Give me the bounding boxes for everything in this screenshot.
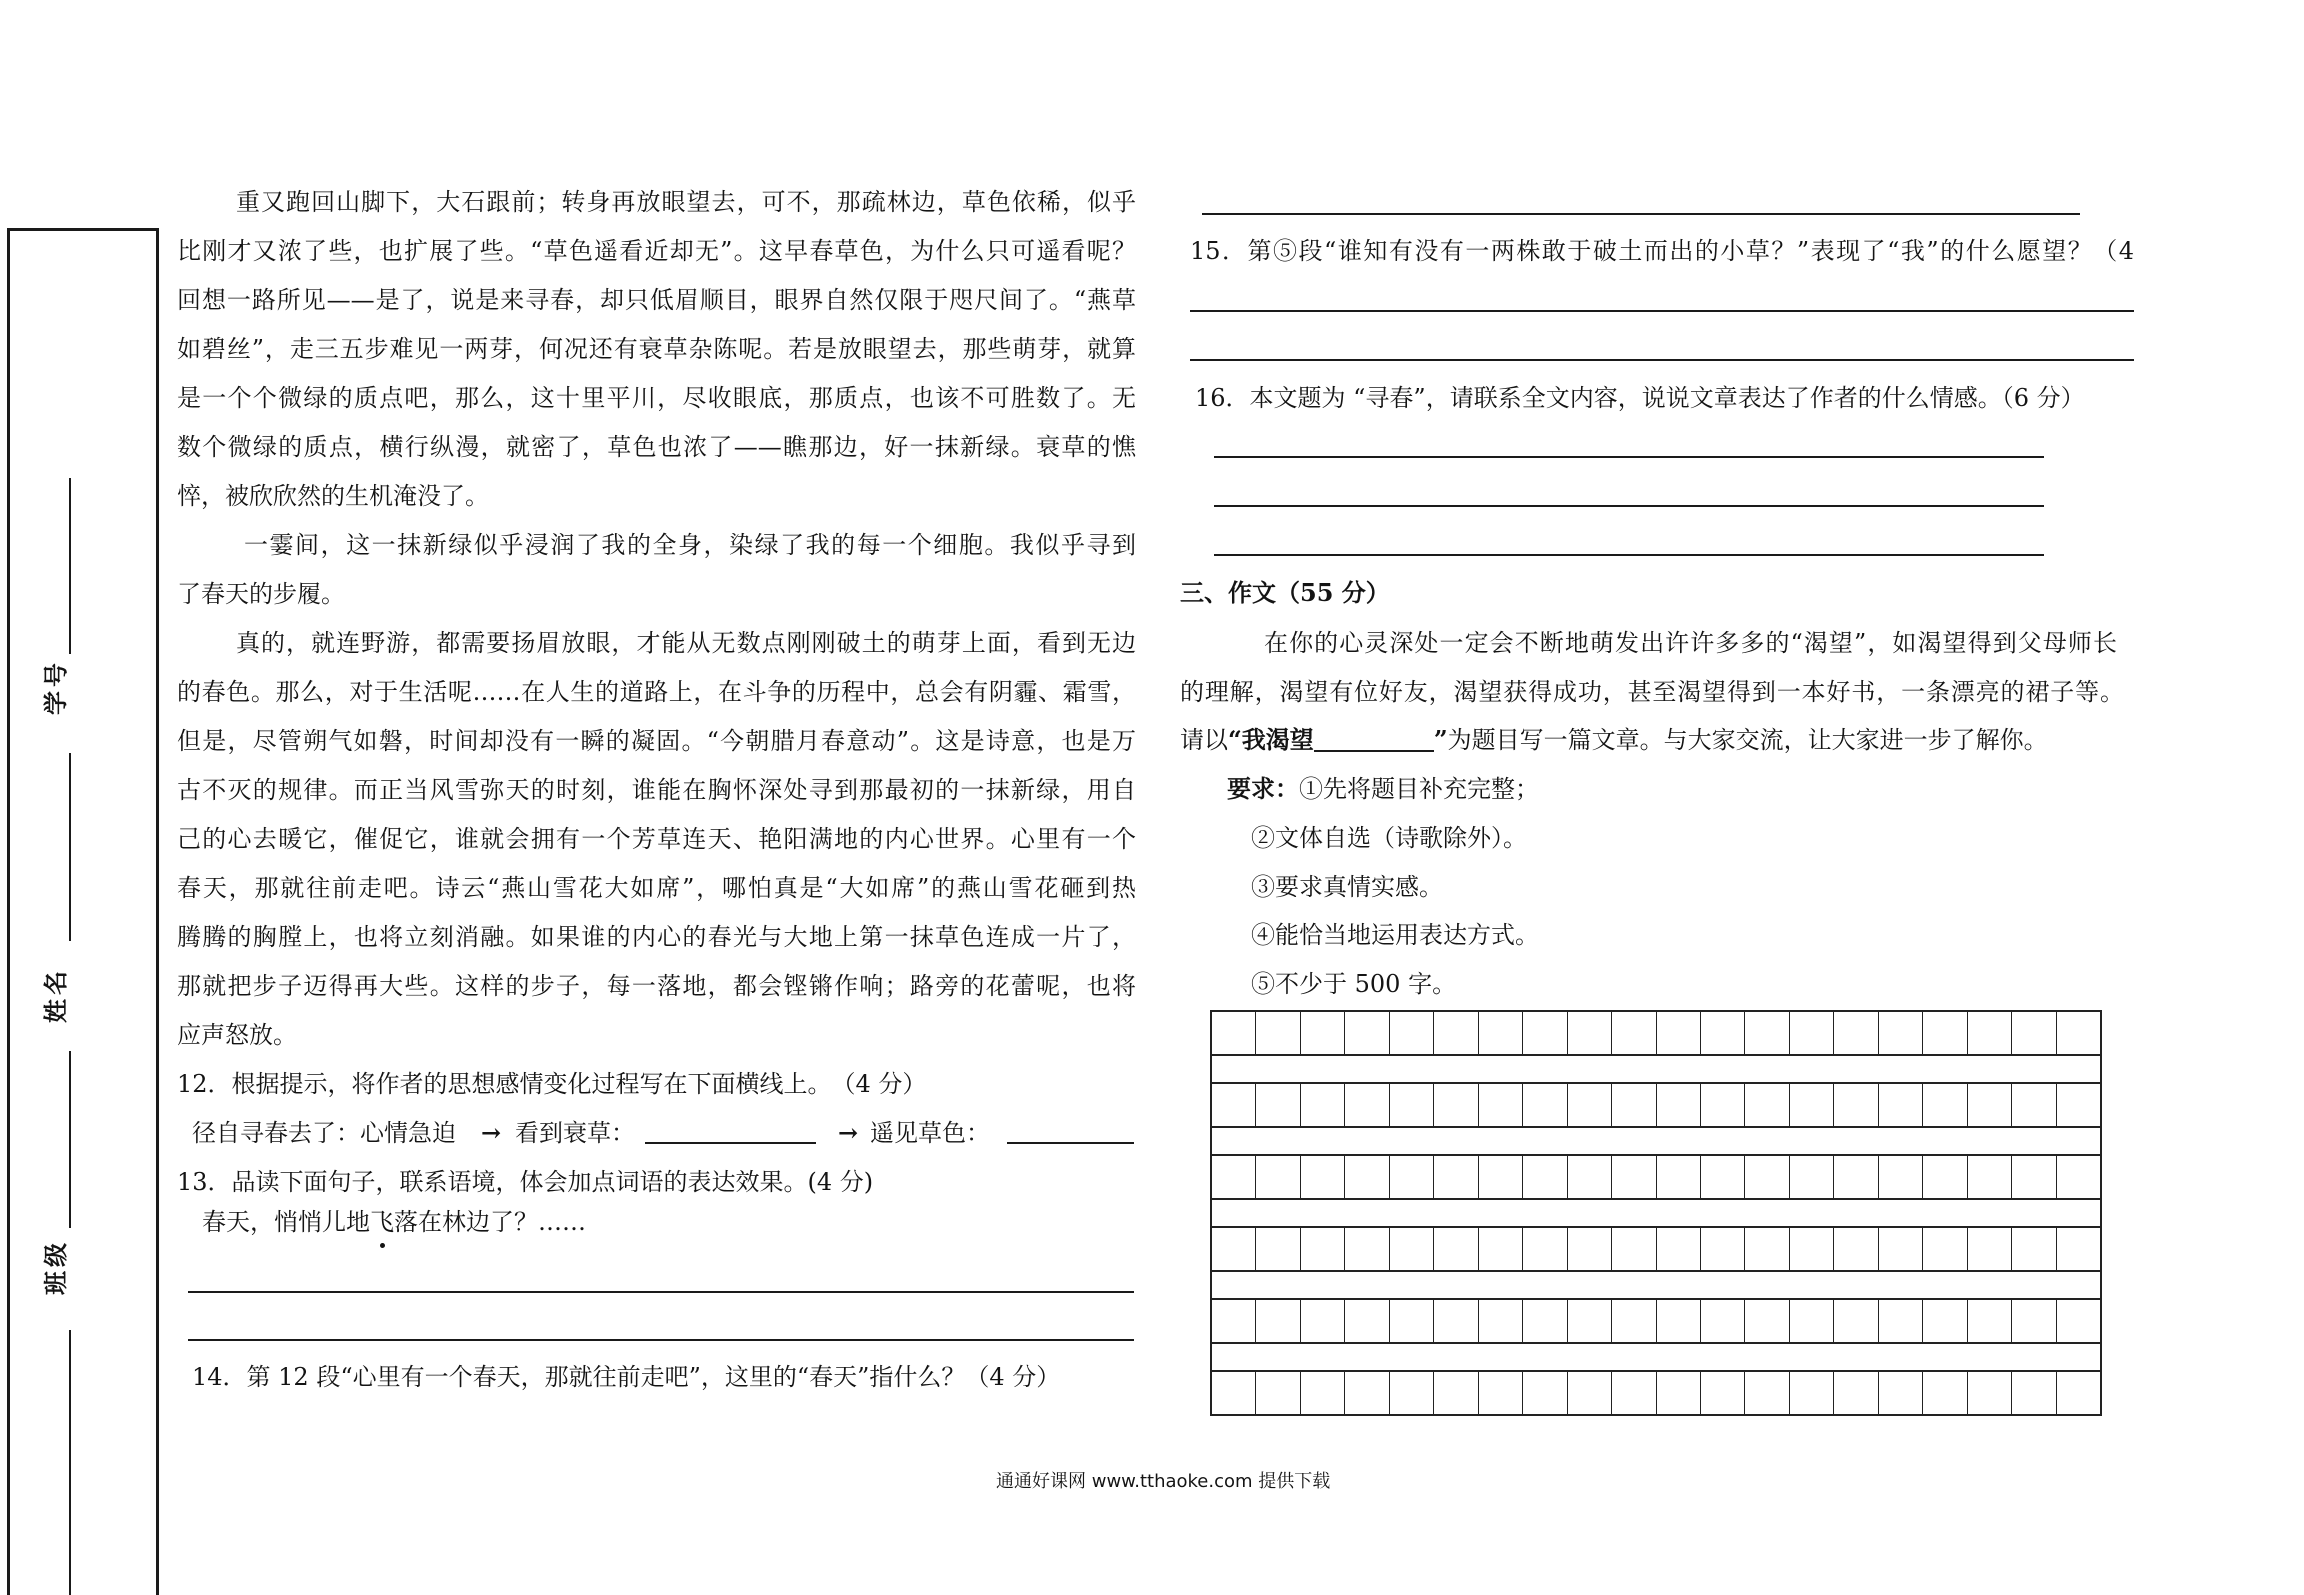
grid-cell	[1612, 1084, 1656, 1126]
grid-cell	[1923, 1228, 1967, 1270]
question-12-fill-line	[0, 1109, 1140, 1157]
answer-line	[1190, 359, 2134, 361]
fill-part-urgent: 径自寻春去了：心情急迫	[192, 1119, 456, 1147]
grid-cell	[1701, 1084, 1745, 1126]
grid-cell	[1479, 1372, 1523, 1414]
grid-row	[1212, 1082, 2100, 1128]
grid-cell	[1434, 1012, 1478, 1054]
grid-cell	[1968, 1300, 2012, 1342]
requirement-item: ⑤不少于 500 字。	[1251, 970, 1457, 998]
grid-cell	[1256, 1084, 1300, 1126]
fill-part-distant-grass: 遥见草色：	[870, 1119, 990, 1147]
grid-cell	[1212, 1372, 1256, 1414]
grid-cell	[1523, 1300, 1567, 1342]
grid-cell	[1701, 1156, 1745, 1198]
grid-cell	[2012, 1084, 2056, 1126]
grid-cell	[1390, 1228, 1434, 1270]
question-15-prompt: 15．第⑤段“谁知有没有一两株敢于破土而出的小草？”表现了“我”的什么愿望？（4	[1190, 237, 2134, 265]
answer-line	[1214, 456, 2044, 458]
grid-row-spacer	[1212, 1128, 2100, 1154]
grid-cell	[1301, 1012, 1345, 1054]
passage-line: 腾腾的胸膛上，也将立刻消融。如果谁的内心的春光与大地上第一抹草色连成一片了，	[177, 923, 1136, 951]
grid-cell	[1968, 1228, 2012, 1270]
sentence-before: 春天，悄悄儿地	[202, 1208, 370, 1236]
grid-cell	[1834, 1372, 1878, 1414]
name-line-top	[69, 753, 71, 941]
grid-cell	[1212, 1012, 1256, 1054]
passage-line: 古不灭的规律。而正当风雪弥天的时刻，谁能在胸怀深处寻到那最初的一抹新绿，用自	[177, 776, 1136, 804]
grid-cell	[1834, 1012, 1878, 1054]
grid-cell	[1968, 1156, 2012, 1198]
grid-cell	[2057, 1084, 2100, 1126]
grid-cell	[1256, 1228, 1300, 1270]
title-close: ”	[1433, 725, 1448, 754]
grid-cell	[1790, 1372, 1834, 1414]
grid-cell	[1790, 1156, 1834, 1198]
grid-cell	[1523, 1084, 1567, 1126]
passage-line: 真的，就连野游，都需要扬眉放眼，才能从无数点刚刚破土的萌芽上面，看到无边	[236, 629, 1136, 657]
grid-cell	[1390, 1084, 1434, 1126]
grid-cell	[2012, 1300, 2056, 1342]
grid-cell	[1834, 1156, 1878, 1198]
composition-intro-line: 的理解，渴望有位好友，渴望获得成功，甚至渴望得到一本好书，一条漂亮的裙子等。	[1180, 678, 2124, 706]
sentence-after: 落在林边了？……	[394, 1208, 586, 1236]
composition-title-line	[1180, 716, 2124, 764]
grid-row	[1212, 1010, 2100, 1056]
grid-cell	[1523, 1228, 1567, 1270]
grid-row-spacer	[1212, 1200, 2100, 1226]
requirements-label: 要求：	[1227, 774, 1299, 803]
passage-line: 那就把步子迈得再大些。这样的步子，每一落地，都会铿锵作响；路旁的花蕾呢，也将	[177, 972, 1136, 1000]
grid-cell	[1256, 1372, 1300, 1414]
grid-cell	[1790, 1084, 1834, 1126]
grid-cell	[2057, 1156, 2100, 1198]
passage-line: 的春色。那么，对于生活呢……在人生的道路上，在斗争的历程中，总会有阴霾、霜雪，	[177, 678, 1136, 706]
grid-cell	[1790, 1300, 1834, 1342]
passage-line: 数个微绿的质点，横行纵漫，就密了，草色也浓了——瞧那边，好一抹新绿。衰草的憔	[177, 433, 1136, 461]
grid-cell	[1212, 1300, 1256, 1342]
grid-cell	[1834, 1228, 1878, 1270]
grid-cell	[1256, 1300, 1300, 1342]
binding-margin	[7, 228, 159, 1595]
grid-cell	[2057, 1012, 2100, 1054]
question-16-prompt: 16．本文题为 “寻春”，请联系全文内容，说说文章表达了作者的什么情感。（6 分）	[1195, 384, 2085, 412]
student-id-label: 学号	[41, 659, 70, 715]
grid-cell	[1345, 1156, 1389, 1198]
grid-cell	[1479, 1012, 1523, 1054]
emphasized-word: 飞	[370, 1198, 394, 1246]
class-label: 班级	[41, 1239, 70, 1295]
grid-row-spacer	[1212, 1344, 2100, 1370]
grid-cell	[1256, 1156, 1300, 1198]
grid-cell	[1434, 1228, 1478, 1270]
grid-cell	[1923, 1156, 1967, 1198]
title-suffix: 为题目写一篇文章。与大家交流，让大家进一步了解你。	[1447, 726, 2048, 754]
grid-cell	[1834, 1084, 1878, 1126]
grid-cell	[1434, 1300, 1478, 1342]
grid-cell	[1301, 1228, 1345, 1270]
grid-cell	[1968, 1372, 2012, 1414]
passage-line: 应声怒放。	[177, 1021, 297, 1049]
passage-line: 重又跑回山脚下，大石跟前；转身再放眼望去，可不，那疏林边，草色依稀，似乎	[236, 188, 1136, 216]
grid-row-spacer	[1212, 1272, 2100, 1298]
grid-cell	[1612, 1372, 1656, 1414]
grid-cell	[1212, 1228, 1256, 1270]
grid-cell	[1745, 1300, 1789, 1342]
requirement-item: ②文体自选（诗歌除外）。	[1251, 824, 1527, 852]
grid-row	[1212, 1298, 2100, 1344]
title-open: “我渴望	[1228, 725, 1314, 754]
grid-cell	[1390, 1156, 1434, 1198]
grid-row	[1212, 1370, 2100, 1416]
grid-cell	[2012, 1012, 2056, 1054]
grid-cell	[1479, 1300, 1523, 1342]
requirement-item: ④能恰当地运用表达方式。	[1251, 921, 1539, 949]
grid-cell	[1745, 1372, 1789, 1414]
grid-cell	[2012, 1156, 2056, 1198]
footer-source: 通通好课网 www.tthaoke.com 提供下载	[996, 1471, 1331, 1492]
grid-cell	[1745, 1228, 1789, 1270]
grid-cell	[1657, 1228, 1701, 1270]
grid-cell	[1568, 1300, 1612, 1342]
grid-cell	[1745, 1156, 1789, 1198]
grid-cell	[1523, 1372, 1567, 1414]
grid-cell	[1434, 1372, 1478, 1414]
grid-cell	[1523, 1012, 1567, 1054]
grid-cell	[1568, 1084, 1612, 1126]
grid-cell	[2012, 1372, 2056, 1414]
passage-line: 己的心去暖它，催促它，谁就会拥有一个芳草连天、艳阳满地的内心世界。心里有一个	[177, 825, 1136, 853]
grid-cell	[1879, 1084, 1923, 1126]
passage-line: 如碧丝”，走三五步难见一两芽，何况还有衰草杂陈呢。若是放眼望去，那些萌芽，就算	[177, 335, 1136, 363]
grid-cell	[1479, 1084, 1523, 1126]
grid-cell	[1745, 1084, 1789, 1126]
grid-cell	[1879, 1012, 1923, 1054]
answer-line	[1190, 310, 2134, 312]
grid-cell	[1568, 1372, 1612, 1414]
grid-cell	[1834, 1300, 1878, 1342]
grid-cell	[1879, 1372, 1923, 1414]
arrow-right-icon: →	[838, 1118, 859, 1147]
grid-cell	[2057, 1300, 2100, 1342]
grid-cell	[1701, 1300, 1745, 1342]
passage-line: 回想一路所见——是了，说是来寻春，却只低眉顺目，眼界自然仅限于咫尺间了。“燕草	[177, 286, 1136, 314]
grid-cell	[1968, 1084, 2012, 1126]
grid-cell	[1390, 1372, 1434, 1414]
grid-row-spacer	[1212, 1056, 2100, 1082]
requirement-text: ①先将题目补充完整；	[1299, 775, 1539, 803]
grid-cell	[2057, 1372, 2100, 1414]
passage-line: 悴，被欣欣然的生机淹没了。	[177, 482, 489, 510]
grid-cell	[1345, 1372, 1389, 1414]
requirement-item: ③要求真情实感。	[1251, 873, 1443, 901]
class-line-bottom	[69, 1330, 71, 1595]
answer-blank	[645, 1142, 816, 1144]
student-id-line-top	[69, 478, 71, 654]
grid-cell	[1701, 1372, 1745, 1414]
grid-cell	[1345, 1300, 1389, 1342]
answer-blank	[1007, 1142, 1134, 1144]
question-14-prompt: 14．第 12 段“心里有一个春天，那就往前走吧”，这里的“春天”指什么？（4 分）	[192, 1363, 1061, 1391]
grid-cell	[1923, 1372, 1967, 1414]
grid-cell	[1568, 1228, 1612, 1270]
grid-cell	[1301, 1372, 1345, 1414]
requirement-item	[1227, 765, 2107, 813]
grid-cell	[1790, 1228, 1834, 1270]
grid-cell	[1434, 1156, 1478, 1198]
grid-cell	[1657, 1300, 1701, 1342]
name-label: 姓名	[41, 967, 70, 1023]
grid-cell	[1345, 1084, 1389, 1126]
grid-cell	[1212, 1084, 1256, 1126]
passage-line: 春天，那就往前走吧。诗云“燕山雪花大如席”，哪怕真是“大如席”的燕山雪花砸到热	[177, 874, 1136, 902]
grid-cell	[1923, 1012, 1967, 1054]
grid-cell	[1612, 1012, 1656, 1054]
grid-cell	[1657, 1156, 1701, 1198]
grid-cell	[1879, 1300, 1923, 1342]
grid-cell	[1745, 1012, 1789, 1054]
passage-line: 一霎间，这一抹新绿似乎浸润了我的全身，染绿了我的每一个细胞。我似乎寻到	[244, 531, 1136, 559]
answer-line	[1202, 213, 2080, 215]
grid-cell	[1923, 1084, 1967, 1126]
grid-cell	[1345, 1228, 1389, 1270]
composition-grid	[1210, 1010, 2102, 1416]
grid-cell	[1612, 1156, 1656, 1198]
grid-cell	[1657, 1012, 1701, 1054]
grid-cell	[1790, 1012, 1834, 1054]
grid-cell	[1212, 1156, 1256, 1198]
grid-cell	[2057, 1228, 2100, 1270]
grid-cell	[1657, 1372, 1701, 1414]
grid-cell	[1390, 1300, 1434, 1342]
answer-line	[188, 1291, 1134, 1293]
grid-cell	[1390, 1012, 1434, 1054]
grid-cell	[1434, 1084, 1478, 1126]
grid-cell	[1612, 1228, 1656, 1270]
passage-line: 比刚才又浓了些，也扩展了些。“草色遥看近却无”。这早春草色，为什么只可遥看呢？	[177, 237, 1136, 265]
grid-cell	[1701, 1012, 1745, 1054]
passage-line: 但是，尽管朔气如磐，时间却没有一瞬的凝固。“今朝腊月春意动”。这是诗意，也是万	[177, 727, 1136, 755]
answer-line	[1214, 554, 2044, 556]
grid-cell	[1657, 1084, 1701, 1126]
grid-cell	[1923, 1300, 1967, 1342]
grid-cell	[1568, 1156, 1612, 1198]
passage-line: 是一个个微绿的质点吧，那么，这十里平川，尽收眼底，那质点，也该不可胜数了。无	[177, 384, 1136, 412]
arrow-right-icon: →	[481, 1118, 502, 1147]
grid-cell	[1479, 1156, 1523, 1198]
grid-row	[1212, 1226, 2100, 1272]
composition-intro-line: 在你的心灵深处一定会不断地萌发出许许多多的“渴望”，如渴望得到父母师长	[1264, 629, 2117, 657]
grid-cell	[1879, 1156, 1923, 1198]
grid-cell	[1523, 1156, 1567, 1198]
grid-cell	[1256, 1012, 1300, 1054]
grid-cell	[1968, 1012, 2012, 1054]
grid-cell	[1701, 1228, 1745, 1270]
grid-cell	[1479, 1228, 1523, 1270]
composition-heading: 三、作文（55 分）	[1180, 578, 1390, 607]
grid-cell	[1612, 1300, 1656, 1342]
fill-part-withered-grass: 看到衰草：	[515, 1119, 635, 1147]
grid-cell	[1568, 1012, 1612, 1054]
question-13-sentence	[202, 1198, 1136, 1246]
grid-cell	[1301, 1300, 1345, 1342]
answer-line	[188, 1339, 1134, 1341]
title-blank	[1314, 726, 1434, 752]
question-12-prompt: 12．根据提示，将作者的思想感情变化过程写在下面横线上。 （4 分）	[177, 1070, 927, 1098]
grid-cell	[1301, 1084, 1345, 1126]
grid-cell	[2012, 1228, 2056, 1270]
grid-cell	[1301, 1156, 1345, 1198]
title-prefix: 请以	[1180, 726, 1228, 754]
passage-line: 了春天的步履。	[177, 580, 345, 608]
answer-line	[1214, 505, 2044, 507]
grid-cell	[1345, 1012, 1389, 1054]
grid-cell	[1879, 1228, 1923, 1270]
question-13-prompt: 13．品读下面句子，联系语境，体会加点词语的表达效果。(4 分)	[177, 1168, 874, 1196]
grid-row	[1212, 1154, 2100, 1200]
